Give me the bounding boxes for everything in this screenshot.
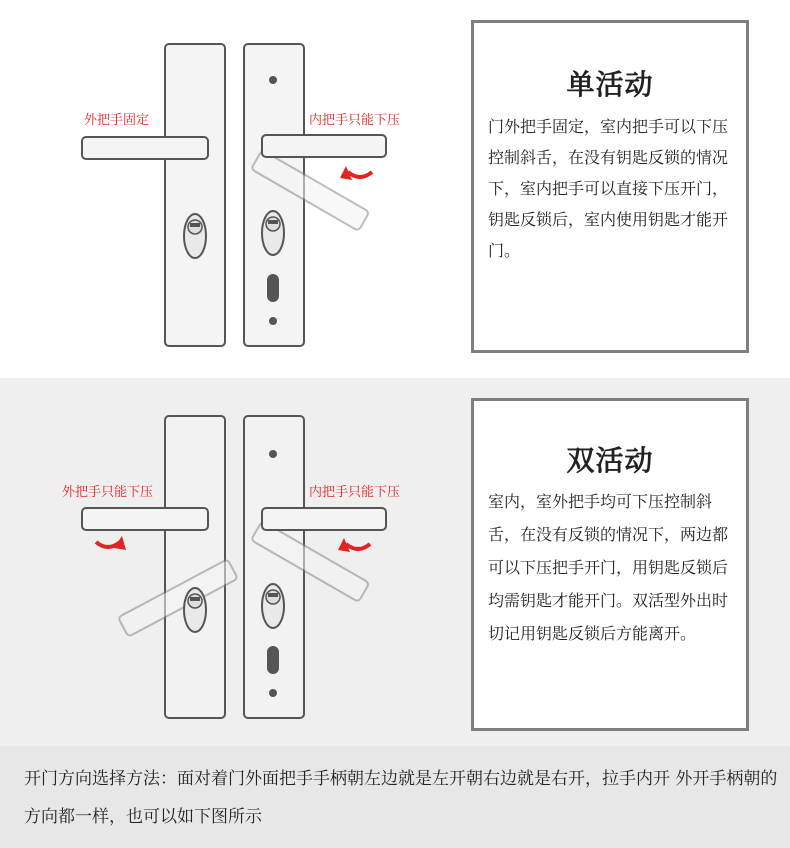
rotation-arrow-icon	[348, 172, 372, 177]
inner-handle-label: 内把手只能下压	[309, 485, 401, 500]
outer-door-plate	[165, 44, 225, 346]
single-action-title: 单活动	[566, 68, 654, 101]
direction-note-section	[0, 746, 790, 848]
double-action-title: 双活动	[566, 444, 654, 477]
screw-hole-icon	[269, 450, 277, 458]
lock-cylinder-icon	[262, 211, 284, 255]
inner-handle	[262, 508, 386, 530]
lock-cylinder-icon	[262, 584, 284, 628]
double-action-illustration	[0, 378, 460, 746]
single-action-illustration	[0, 0, 460, 370]
outer-handle-label: 外把手固定	[84, 113, 150, 128]
direction-note-text: 开门方向选择方法：面对着门外面把手手柄朝左边就是左开朝右边就是右开，拉手内开 外开手柄朝的方向都一样，也可以如下图所示	[24, 769, 778, 827]
screw-hole-icon	[269, 76, 277, 84]
outer-handle	[82, 508, 208, 530]
keyhole-icon	[267, 274, 279, 302]
lock-cylinder-icon	[184, 214, 206, 258]
double-action-section	[0, 378, 790, 746]
single-action-section	[0, 0, 790, 370]
double-action-info-box	[471, 398, 749, 731]
double-action-description: 室内，室外把手均可下压控制斜舌，在没有反锁的情况下，两边都可以下压把手开门，用钥匙反锁后均需钥匙才能开门。双活型外出时切记用钥匙反锁后方能离开。	[488, 492, 729, 643]
lock-cylinder-icon	[184, 588, 206, 632]
screw-hole-icon	[269, 317, 277, 325]
single-action-description: 门外把手固定，室内把手可以下压控制斜舌，在没有钥匙反锁的情况下，室内把手可以直接下压开门，钥匙反锁后，室内使用钥匙才能开门。	[488, 117, 729, 260]
rotation-arrow-icon	[346, 544, 370, 549]
inner-handle-label: 内把手只能下压	[309, 113, 401, 128]
outer-handle-label: 外把手只能下压	[62, 485, 154, 500]
inner-handle	[262, 135, 386, 157]
outer-handle-fixed	[82, 137, 208, 159]
screw-hole-icon	[269, 689, 277, 697]
keyhole-icon	[267, 646, 279, 674]
single-action-info-box	[471, 20, 749, 353]
